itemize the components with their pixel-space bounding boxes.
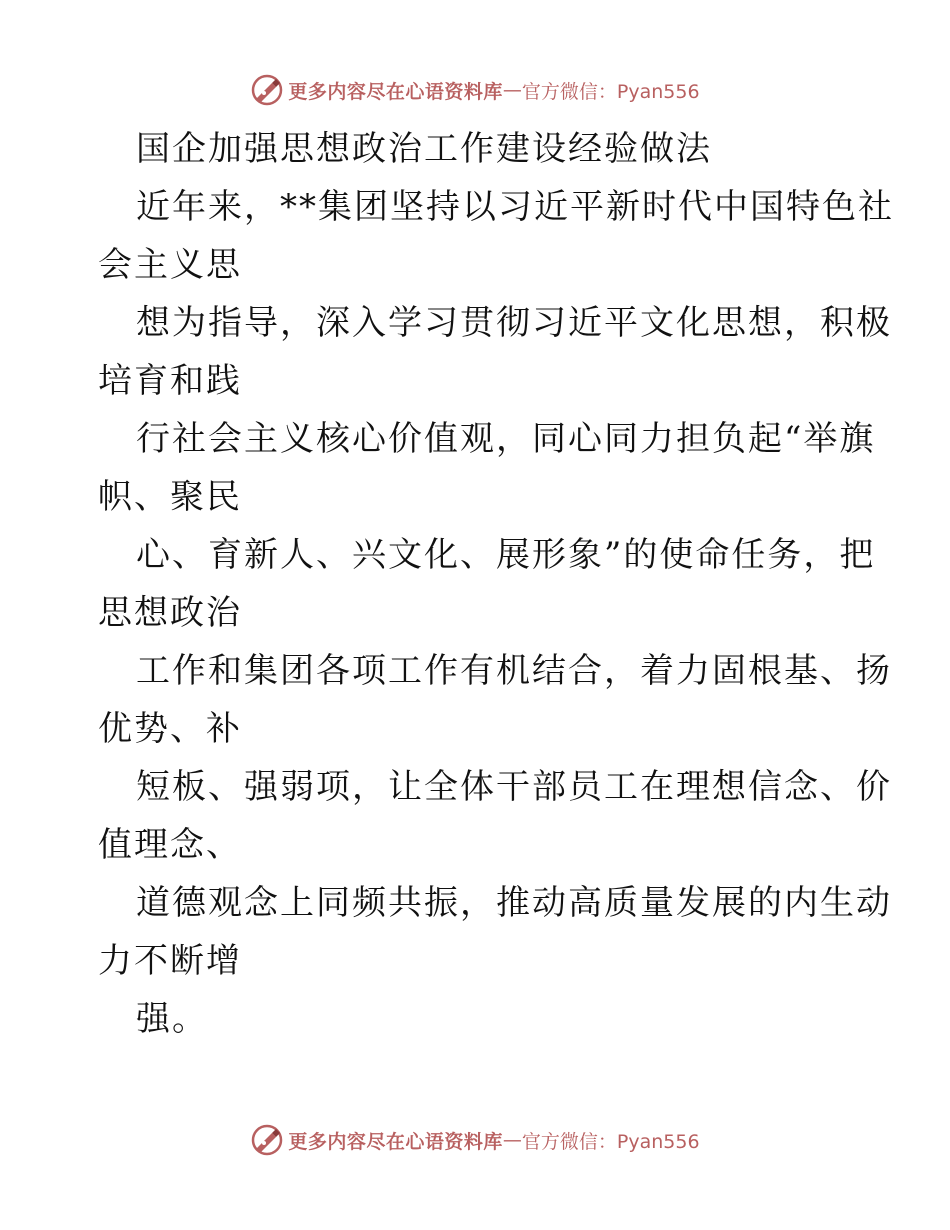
header-watermark-banner	[0, 70, 950, 110]
banner-separator: —	[502, 1129, 522, 1151]
paragraph-line: 值理念、	[98, 825, 242, 865]
paragraph-line: 工作和集团各项工作有机结合，着力固根基、扬	[136, 651, 892, 691]
footer-watermark-banner	[0, 1120, 950, 1160]
paragraph-line: 道德观念上同频共振，推动高质量发展的内生动	[136, 883, 892, 923]
pen-logo-icon	[250, 1123, 284, 1157]
paragraph-line: 会主义思	[98, 245, 242, 285]
banner-wechat-text: 官方微信：Pyan556	[521, 1130, 700, 1153]
banner-main-text: 更多内容尽在心语资料库	[288, 1130, 503, 1153]
paragraph-line: 强。	[136, 999, 208, 1039]
paragraph-line: 思想政治	[98, 593, 242, 633]
paragraph-line: 行社会主义核心价值观，同心同力担负起“举旗	[136, 419, 876, 459]
paragraph-line: 优势、补	[98, 709, 242, 749]
banner-separator: —	[502, 79, 522, 101]
pen-logo-icon	[250, 73, 284, 107]
paragraph-line: 心、育新人、兴文化、展形象”的使命任务，把	[136, 535, 876, 575]
banner-main-text: 更多内容尽在心语资料库	[288, 80, 503, 103]
paragraph-line: 培育和践	[98, 361, 242, 401]
paragraph-line: 想为指导，深入学习贯彻习近平文化思想，积极	[136, 303, 892, 343]
document-body	[98, 120, 894, 1048]
banner-wechat-text: 官方微信：Pyan556	[521, 80, 700, 103]
paragraph-line: 短板、强弱项，让全体干部员工在理想信念、价	[136, 767, 892, 807]
paragraph-line: 力不断增	[98, 941, 242, 981]
paragraph-line: 帜、聚民	[98, 477, 242, 517]
paragraph-line: 近年来，**集团坚持以习近平新时代中国特色社	[136, 187, 894, 227]
document-title: 国企加强思想政治工作建设经验做法	[136, 129, 712, 169]
